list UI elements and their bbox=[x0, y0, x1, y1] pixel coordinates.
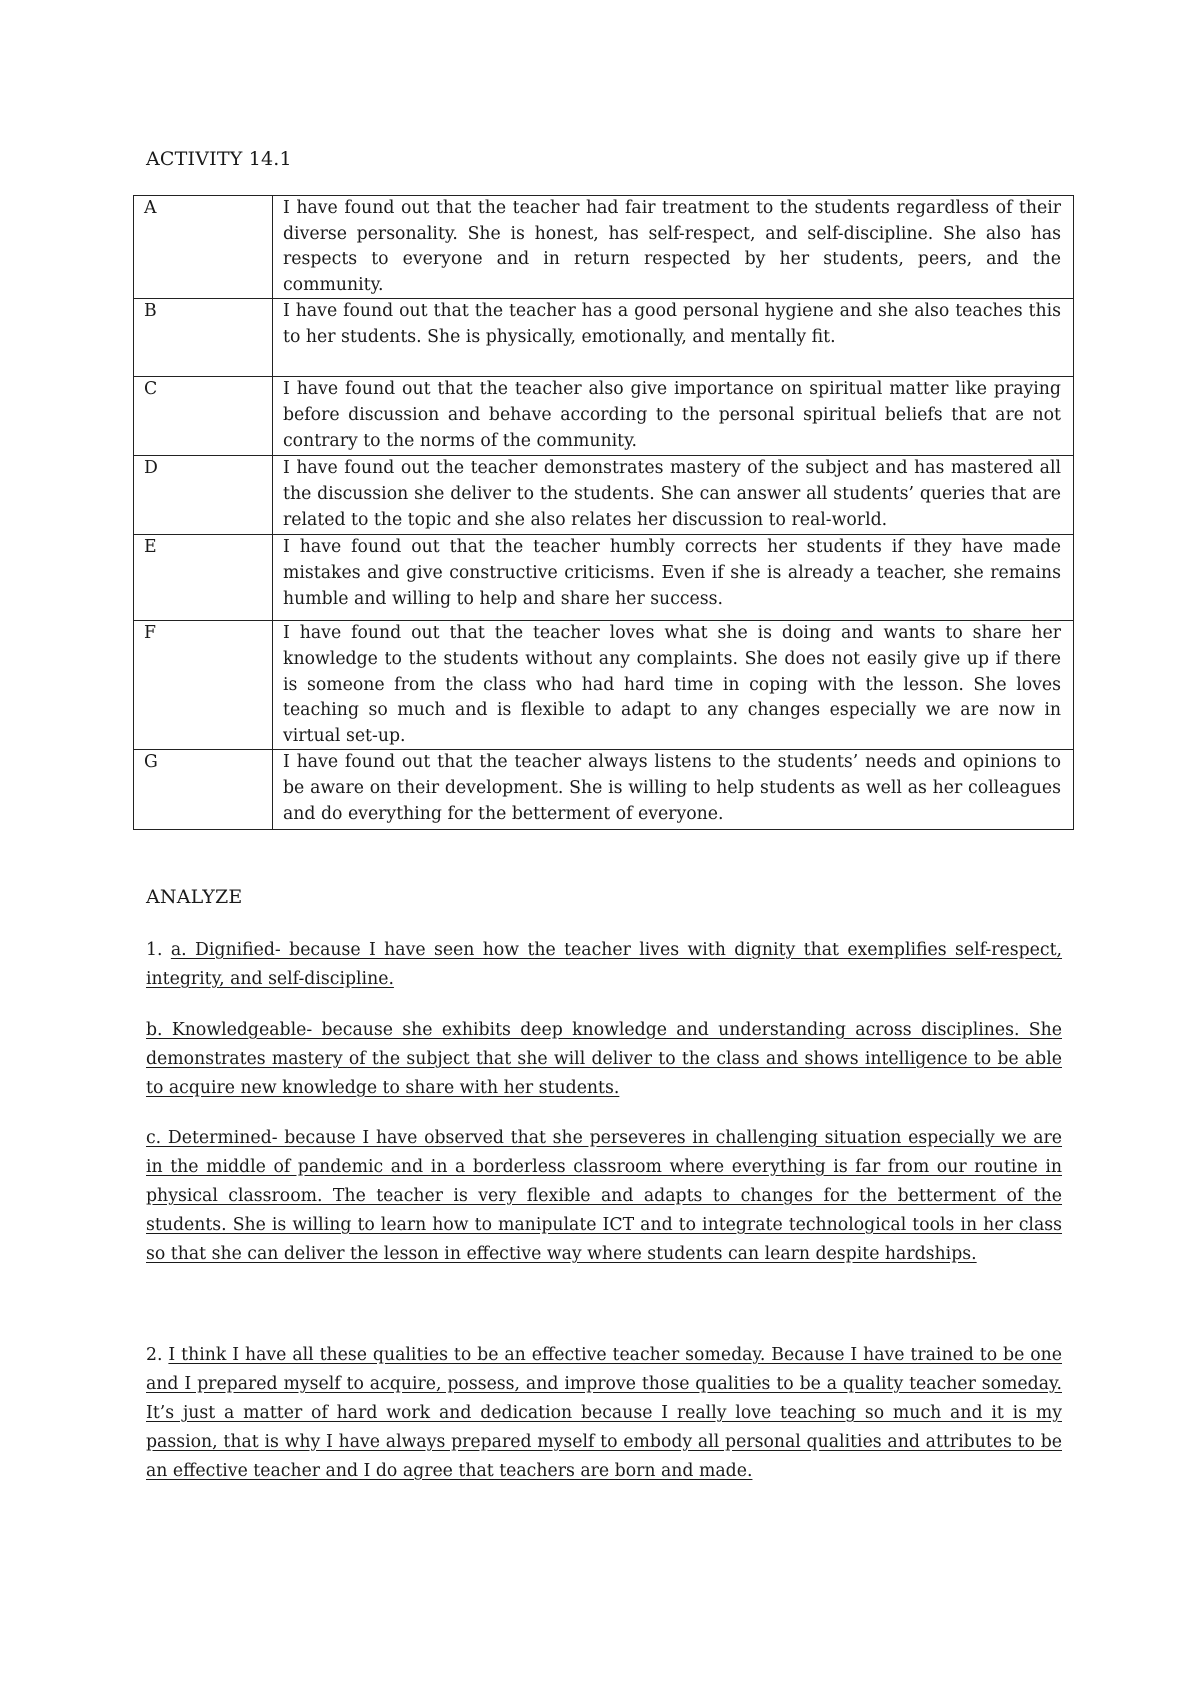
row-letter: A bbox=[134, 196, 273, 299]
row-letter: C bbox=[134, 377, 273, 456]
activity-table bbox=[133, 195, 1074, 830]
answer-1c-text: c. Determined- because I have observed that she perseveres in challenging situation especially we are in the middle of pandemic and in a borderless classroom where everything is far from our routine in physical classroom. The teacher is very flexible and adapts to changes for the betterment of the students. She is willing to learn how to manipulate ICT and to integrate technological tools in her class so that she can deliver the lesson in effective way where students can learn despite hardships. bbox=[146, 1128, 1062, 1264]
answer-1a bbox=[146, 936, 1062, 994]
row-text: I have found out that the teacher humbly corrects her students if they have made mistakes and give constructive criticisms. Even if she is already a teacher, she remains humble and willing to help and share her success. bbox=[273, 535, 1074, 621]
row-letter: E bbox=[134, 535, 273, 621]
row-text: I have found out that the teacher always listens to the students’ needs and opinions to be aware on their development. She is willing to help students as well as her colleagues and do everything for the betterment of everyone. bbox=[273, 750, 1074, 830]
row-text: I have found out that the teacher loves what she is doing and wants to share her knowledge to the students without any complaints. She does not easily give up if there is someone from the class who had hard time in coping with the lesson. She loves teaching so much and is flexible to adapt to any changes especially we are now in virtual set-up. bbox=[273, 621, 1074, 750]
table-row-e bbox=[134, 535, 1074, 621]
analyze-heading: ANALYZE bbox=[146, 886, 243, 908]
row-text: I have found out the teacher demonstrates mastery of the subject and has mastered all the discussion she deliver to the students. She can answer all students’ queries that are related to the topic and she also relates her discussion to real-world. bbox=[273, 456, 1074, 535]
table-row-d bbox=[134, 456, 1074, 535]
row-text: I have found out that the teacher has a good personal hygiene and she also teaches this to her students. She is physically, emotionally, and mentally fit. bbox=[273, 299, 1074, 377]
row-letter: D bbox=[134, 456, 273, 535]
table-row-c bbox=[134, 377, 1074, 456]
answer-1a-text: a. Dignified- because I have seen how the teacher lives with dignity that exemplifies self-respect, integrity, and self-discipline. bbox=[146, 940, 1063, 989]
table-row-a bbox=[134, 196, 1074, 299]
answer-1-number: 1. bbox=[146, 940, 171, 960]
table-row-f bbox=[134, 621, 1074, 750]
row-letter: G bbox=[134, 750, 273, 830]
answer-1b-text: b. Knowledgeable- because she exhibits deep knowledge and understanding across disciplines. She demonstrates mastery of the subject that she will deliver to the class and shows intelligence to be able to acquire new knowledge to share with her students. bbox=[146, 1020, 1062, 1098]
row-text: I have found out that the teacher also give importance on spiritual matter like praying before discussion and behave according to the personal spiritual beliefs that are not contrary to the norms of the community. bbox=[273, 377, 1074, 456]
answer-2 bbox=[146, 1341, 1062, 1486]
answer-1c bbox=[146, 1124, 1062, 1269]
row-text: I have found out that the teacher had fair treatment to the students regardless of their diverse personality. She is honest, has self-respect, and self-discipline. She also has respects to everyone and in return respected by her students, peers, and the community. bbox=[273, 196, 1074, 299]
answer-2-text: I think I have all these qualities to be an effective teacher someday. Because I have trained to be one and I prepared myself to acquire, possess, and improve those qualities to be a quality teacher someday. It’s just a matter of hard work and dedication because I really love teaching so much and it is my passion, that is why I have always prepared myself to embody all personal qualities and attributes to be an effective teacher and I do agree that teachers are born and made. bbox=[146, 1345, 1062, 1481]
row-letter: F bbox=[134, 621, 273, 750]
answer-1b bbox=[146, 1016, 1062, 1103]
table-row-g bbox=[134, 750, 1074, 830]
row-letter: B bbox=[134, 299, 273, 377]
answer-2-number: 2. bbox=[146, 1345, 169, 1365]
table-row-b bbox=[134, 299, 1074, 377]
activity-heading: ACTIVITY 14.1 bbox=[146, 148, 292, 170]
